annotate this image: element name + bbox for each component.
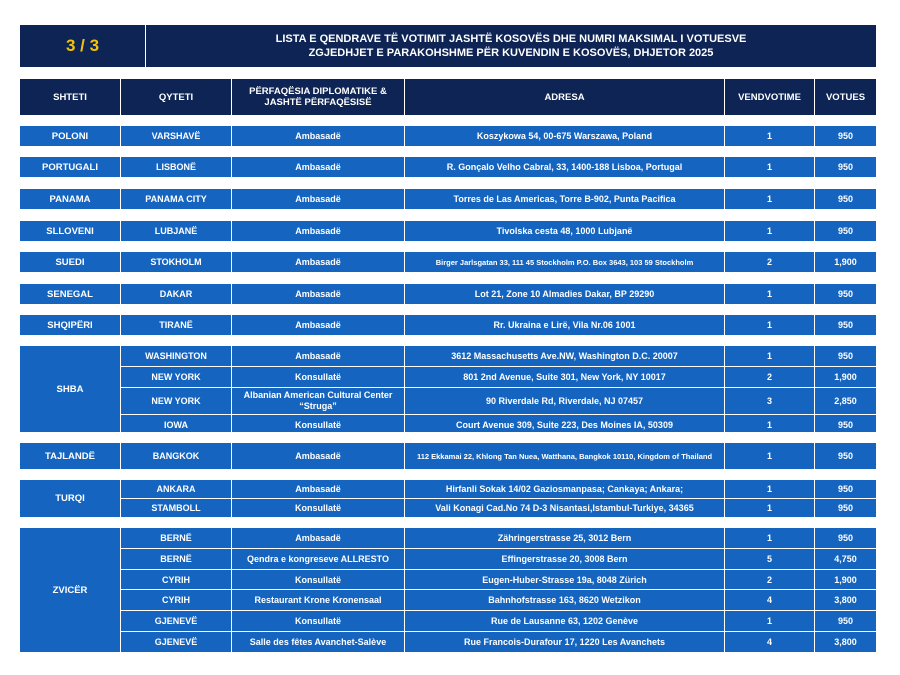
cell-city: STAMBOLL: [121, 499, 232, 517]
cell-voters: 950: [837, 351, 854, 361]
cell-address: 112 Ekkamai 22, Khlong Tan Nuea, Watthana, Bangkok 10110, Kingdom of Thailand: [405, 443, 725, 469]
cell-representation: Ambasadë: [232, 284, 405, 304]
table-row: [121, 284, 876, 304]
cell-stations: 1: [725, 189, 815, 209]
page-title-line-2: ZGJEDHJET E PARAKOHSHME PËR KUVENDIN E KOSOVËS, DHJETOR 2025: [308, 47, 714, 59]
table-row: [121, 387, 876, 414]
cell-city: STOKHOLM: [121, 252, 232, 272]
cell-city: DAKAR: [121, 284, 232, 304]
cell-address: Birger Jarlsgatan 33, 111 45 Stockholm P.O. Box 3643, 103 59 Stockholm: [405, 252, 725, 272]
cell-address: Rue de Lausanne 63, 1202 Genève: [405, 611, 725, 631]
cell-stations: 1: [725, 157, 815, 177]
cell-country: SHQIPËRI: [20, 315, 121, 335]
cell-address: Hirfanli Sokak 14/02 Gaziosmanpasa; Cankaya; Ankara;: [405, 480, 725, 498]
table-row: [121, 569, 876, 590]
country-group: [20, 443, 876, 469]
cell-representation: Ambasadë: [232, 315, 405, 335]
cell-address: R. Gonçalo Velho Cabral, 33, 1400-188 Lisboa, Portugal: [405, 157, 725, 177]
cell-representation: Ambasadë: [232, 252, 405, 272]
cell-voters: 950: [837, 451, 854, 461]
cell-representation: Salle des fêtes Avanchet-Salève: [232, 632, 405, 652]
cell-city: BERNË: [121, 549, 232, 569]
cell-address: Rr. Ukraina e Lirë, Vila Nr.06 1001: [405, 315, 725, 335]
cell-country: SHBA: [20, 346, 121, 432]
column-header-vendvotime: VENDVOTIME: [725, 79, 815, 115]
column-header-shteti: SHTETI: [20, 79, 121, 115]
cell-address: 3612 Massachusetts Ave.NW, Washington D.C. 20007: [405, 346, 725, 366]
cell-representation: Ambasadë: [232, 126, 405, 146]
cell-stations: 1: [725, 528, 815, 548]
cell-representation: Konsullatë: [232, 611, 405, 631]
cell-representation: Albanian American Cultural Center “Struga”: [232, 388, 405, 414]
table-row: [121, 414, 876, 435]
cell-voters: 950: [837, 503, 854, 513]
table-row: [121, 589, 876, 610]
cell-representation: Konsullatë: [232, 570, 405, 590]
country-group: [20, 528, 876, 652]
cell-stations: 1: [725, 415, 815, 435]
cell-address: Rue Francois-Durafour 17, 1220 Les Avanchets: [405, 632, 725, 652]
cell-representation: Konsullatë: [232, 367, 405, 387]
cell-address: Koszykowa 54, 00-675 Warszawa, Poland: [405, 126, 725, 146]
cell-voters: 950: [837, 289, 854, 299]
table-header: [20, 79, 876, 115]
cell-city: LUBJANË: [121, 221, 232, 241]
cell-address: Zähringerstrasse 25, 3012 Bern: [405, 528, 725, 548]
cell-city: NEW YORK: [121, 388, 232, 414]
cell-city: WASHINGTON: [121, 346, 232, 366]
cell-representation: Ambasadë: [232, 346, 405, 366]
cell-stations: 1: [725, 221, 815, 241]
cell-stations: 2: [725, 570, 815, 590]
cell-voters: 950: [837, 226, 854, 236]
cell-stations: 4: [725, 590, 815, 610]
cell-stations: 1: [725, 611, 815, 631]
cell-city: IOWA: [121, 415, 232, 435]
cell-stations: 1: [725, 284, 815, 304]
cell-country: PANAMA: [20, 189, 121, 209]
table-row: [121, 252, 876, 272]
cell-voters: 950: [837, 532, 854, 543]
column-header-qyteti: QYTETI: [121, 79, 232, 115]
cell-voters: 1,900: [834, 574, 857, 585]
cell-country: TURQI: [20, 480, 121, 517]
cell-city: PANAMA CITY: [121, 189, 232, 209]
cell-stations: 2: [725, 252, 815, 272]
table-row: [121, 221, 876, 241]
cell-address: 801 2nd Avenue, Suite 301, New York, NY 10017: [405, 367, 725, 387]
cell-city: ANKARA: [121, 480, 232, 498]
cell-voters: 2,850: [834, 396, 857, 406]
cell-city: CYRIH: [121, 570, 232, 590]
cell-stations: 1: [725, 499, 815, 517]
cell-city: TIRANË: [121, 315, 232, 335]
cell-country: TAJLANDË: [20, 443, 121, 469]
cell-address: Lot 21, Zone 10 Almadies Dakar, BP 29290: [405, 284, 725, 304]
cell-city: GJENEVË: [121, 632, 232, 652]
page-title: [146, 25, 876, 67]
table-row: [121, 548, 876, 569]
cell-stations: 1: [725, 315, 815, 335]
table-row: [121, 189, 876, 209]
cell-stations: 1: [725, 346, 815, 366]
cell-representation: Qendra e kongreseve ALLRESTO: [232, 549, 405, 569]
cell-country: SUEDI: [20, 252, 121, 272]
cell-voters: 950: [837, 484, 854, 494]
cell-stations: 1: [725, 480, 815, 498]
cell-country: PORTUGALI: [20, 157, 121, 177]
page-number: 3 / 3: [20, 25, 146, 67]
cell-address: Eugen-Huber-Strasse 19a, 8048 Zürich: [405, 570, 725, 590]
cell-voters: 3,800: [834, 595, 857, 606]
cell-country: ZVICËR: [20, 528, 121, 652]
page-header: [20, 25, 876, 67]
cell-address: Vali Konagi Cad.No 74 D-3 Nisantasi,Istambul-Turkiye, 34365: [405, 499, 725, 517]
cell-address: 90 Riverdale Rd, Riverdale, NJ 07457: [405, 388, 725, 414]
cell-voters: 1,900: [834, 257, 857, 267]
cell-representation: Ambasadë: [232, 443, 405, 469]
table-row: [121, 610, 876, 631]
cell-representation: Restaurant Krone Kronensaal: [232, 590, 405, 610]
cell-city: BANGKOK: [121, 443, 232, 469]
cell-voters: 950: [837, 616, 854, 627]
cell-address: Torres de Las Americas, Torre B-902, Punta Pacifica: [405, 189, 725, 209]
cell-voters: 950: [837, 320, 854, 330]
cell-city: LISBONË: [121, 157, 232, 177]
cell-representation: Ambasadë: [232, 189, 405, 209]
country-group: [20, 315, 876, 335]
column-header-adresa: ADRESA: [405, 79, 725, 115]
cell-voters: 950: [837, 194, 854, 204]
table-row: [121, 498, 876, 517]
cell-stations: 1: [725, 443, 815, 469]
cell-city: CYRIH: [121, 590, 232, 610]
cell-representation: Ambasadë: [232, 528, 405, 548]
cell-address: Effingerstrasse 20, 3008 Bern: [405, 549, 725, 569]
cell-address: Tivolska cesta 48, 1000 Lubjanë: [405, 221, 725, 241]
cell-representation: Ambasadë: [232, 221, 405, 241]
table-row: [121, 631, 876, 652]
cell-representation: Ambasadë: [232, 480, 405, 498]
cell-voters: 3,800: [834, 637, 857, 648]
country-group: [20, 346, 876, 432]
column-header-perfaqesia: PËRFAQËSIA DIPLOMATIKE & JASHTË PËRFAQËSISË: [232, 79, 405, 115]
cell-stations: 3: [725, 388, 815, 414]
table-row: [121, 315, 876, 335]
cell-country: POLONI: [20, 126, 121, 146]
table-row: [121, 480, 876, 498]
table-row: [121, 157, 876, 177]
table-row: [121, 366, 876, 387]
table-row: [121, 443, 876, 469]
cell-representation: Konsullatë: [232, 415, 405, 435]
cell-stations: 1: [725, 126, 815, 146]
cell-voters: 1,900: [834, 372, 857, 382]
table-row: [121, 126, 876, 146]
country-group: [20, 126, 876, 146]
cell-stations: 2: [725, 367, 815, 387]
country-group: [20, 284, 876, 304]
table-row: [121, 528, 876, 548]
cell-address: Bahnhofstrasse 163, 8620 Wetzikon: [405, 590, 725, 610]
cell-stations: 5: [725, 549, 815, 569]
cell-country: SENEGAL: [20, 284, 121, 304]
page-title-line-1: LISTA E QENDRAVE TË VOTIMIT JASHTË KOSOVËS DHE NUMRI MAKSIMAL I VOTUESVE: [275, 33, 747, 45]
country-group: [20, 157, 876, 177]
cell-voters: 950: [837, 131, 854, 141]
cell-representation: Konsullatë: [232, 499, 405, 517]
cell-country: SLLOVENI: [20, 221, 121, 241]
country-group: [20, 252, 876, 272]
cell-voters: 4,750: [834, 553, 857, 564]
cell-city: GJENEVË: [121, 611, 232, 631]
country-group: [20, 189, 876, 209]
cell-representation: Ambasadë: [232, 157, 405, 177]
country-group: [20, 221, 876, 241]
cell-voters: 950: [837, 162, 854, 172]
cell-city: VARSHAVË: [121, 126, 232, 146]
cell-address: Court Avenue 309, Suite 223, Des Moines IA, 50309: [405, 415, 725, 435]
cell-city: NEW YORK: [121, 367, 232, 387]
cell-city: BERNË: [121, 528, 232, 548]
cell-stations: 4: [725, 632, 815, 652]
cell-voters: 950: [837, 420, 854, 430]
country-group: [20, 480, 876, 517]
table-row: [121, 346, 876, 366]
column-header-votues: VOTUES: [825, 91, 866, 103]
